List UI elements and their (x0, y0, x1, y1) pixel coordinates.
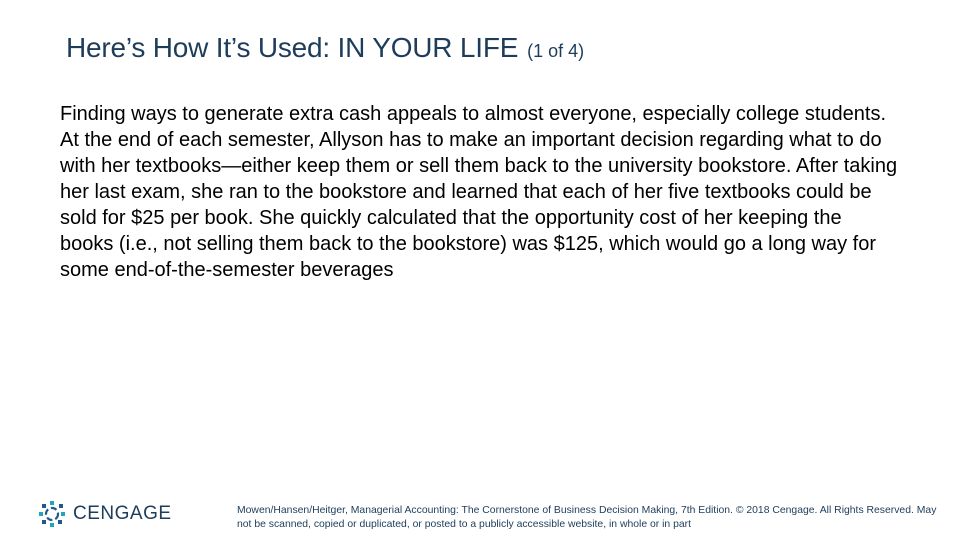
copyright-notice: Mowen/Hansen/Heitger, Managerial Accounting: The Cornerstone of Business Decision Making, 7th Edition. © 2018 Cengage. All Rights Reserved. May not be scanned, copied or duplicated, or posted to a publicly accessible website, in whole or in part (237, 505, 937, 530)
slide-body-text: Finding ways to generate extra cash appeals to almost everyone, especially college students. At the end of each semester, Allyson has to make an important decision regarding what to do with her textbooks—either keep them or sell them back to the university bookstore. After taking her last exam, she ran to the bookstore and learned that each of her five textbooks could be sold for $25 per book. She quickly calculated that the opportunity cost of her keeping the books (i.e., not selling them back to the bookstore) was $125, which would go a long way for some end-of-the-semester beverages (60, 103, 898, 281)
logo-wordmark: CENGAGE (73, 503, 172, 524)
slide-counter: (1 of 4) (527, 41, 585, 61)
slide-title-text: Here’s How It’s Used: IN YOUR LIFE (66, 32, 519, 63)
cengage-logo-icon (38, 500, 66, 528)
slide-title (66, 28, 584, 65)
cengage-logo (38, 498, 172, 530)
